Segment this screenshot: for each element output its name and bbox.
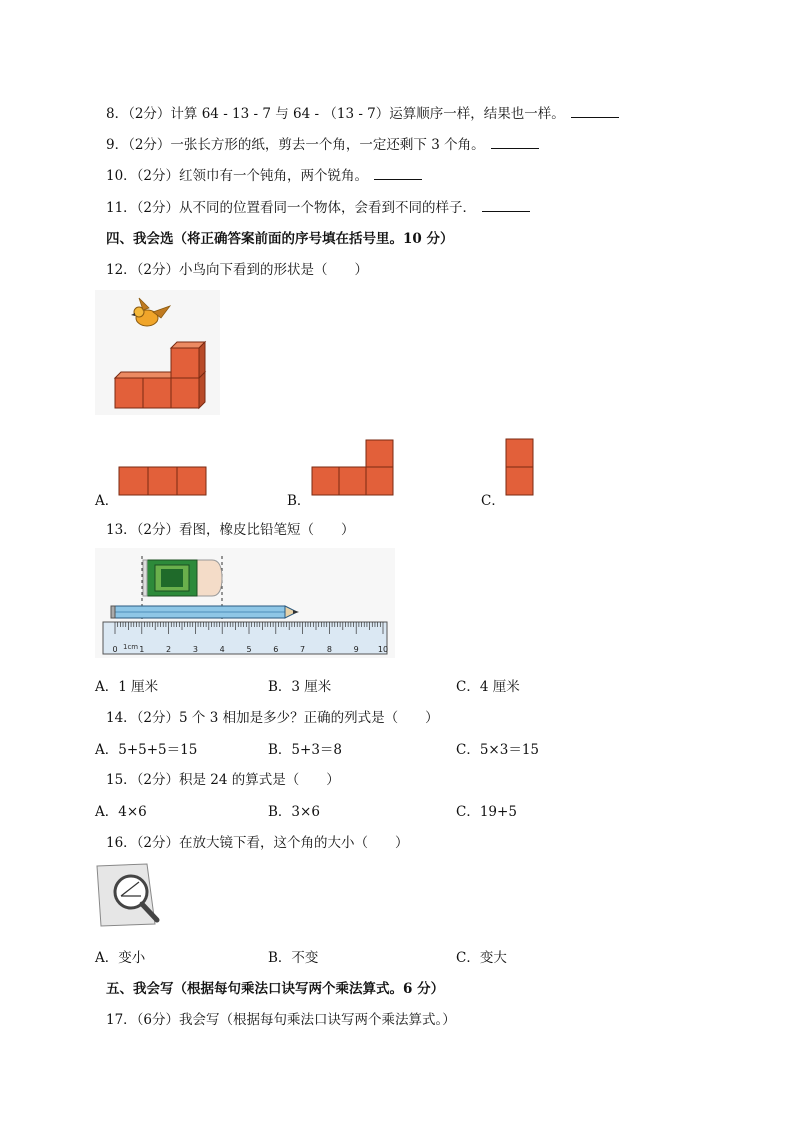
question-9-text: 9．（2分）一张长方形的纸，剪去一个角，一定还剩下 3 个角。 xyxy=(106,137,485,153)
magnifier-angle-figure xyxy=(95,862,163,928)
pencil-eraser-ruler-figure xyxy=(95,548,395,658)
q15-option-a[interactable]: A．4×6 xyxy=(95,804,147,820)
q12-option-a-label[interactable]: A． xyxy=(95,493,119,509)
ruler-tick-label: 10 xyxy=(377,645,389,654)
ruler-tick-label: 0 xyxy=(112,645,118,654)
ruler-tick-label: 9 xyxy=(353,645,359,654)
q13-option-b[interactable]: B．3 厘米 xyxy=(268,679,332,695)
ruler xyxy=(103,622,387,654)
q12-option-c-label[interactable]: C． xyxy=(481,493,505,509)
q13-option-c[interactable]: C．4 厘米 xyxy=(456,679,520,695)
question-14: 14．（2分）5 个 3 相加是多少？正确的列式是（ ） xyxy=(106,710,439,726)
question-8 xyxy=(106,102,619,122)
question-17: 17．（6分）我会写（根据每句乘法口诀写两个乘法算式。） xyxy=(106,1012,456,1028)
q15-option-c[interactable]: C．19+5 xyxy=(456,804,517,820)
q16-option-c[interactable]: C．变大 xyxy=(456,950,507,966)
pencil-icon xyxy=(111,606,299,618)
ruler-tick-label: 7 xyxy=(300,645,306,654)
ruler-tick-label: 2 xyxy=(166,645,172,654)
ruler-tick-label: 8 xyxy=(326,645,332,654)
question-16: 16．（2分）在放大镜下看，这个角的大小（ ） xyxy=(106,835,409,851)
answer-blank[interactable] xyxy=(571,105,619,118)
answer-blank[interactable] xyxy=(491,136,539,149)
q13-option-a[interactable]: A．1 厘米 xyxy=(95,679,159,695)
question-8-text: 8．（2分）计算 64 - 13 - 7 与 64 - （13 - 7）运算顺序一样，结果也一样。 xyxy=(106,106,565,122)
eraser-icon xyxy=(143,560,222,596)
ruler-tick-label: 3 xyxy=(192,645,198,654)
q12-option-b-shape[interactable] xyxy=(311,439,396,497)
q14-option-b[interactable]: B．5+3＝8 xyxy=(268,742,342,758)
question-10-text: 10．（2分）红领巾有一个钝角，两个锐角。 xyxy=(106,168,369,184)
question-12: 12．（2分）小鸟向下看到的形状是（ ） xyxy=(106,262,369,278)
ruler-tick-label: 4 xyxy=(219,645,225,654)
q12-option-a-shape[interactable] xyxy=(118,466,208,496)
answer-blank[interactable] xyxy=(374,167,422,180)
q15-option-b[interactable]: B．3×6 xyxy=(268,804,320,820)
q16-option-b[interactable]: B．不变 xyxy=(268,950,319,966)
ruler-tick-label: 6 xyxy=(273,645,279,654)
answer-blank[interactable] xyxy=(482,199,530,212)
section-4-heading: 四、我会选（将正确答案前面的序号填在括号里。10 分） xyxy=(106,231,454,247)
ruler-tick-label: 1 xyxy=(139,645,145,654)
q14-option-a[interactable]: A．5+5+5＝15 xyxy=(95,742,198,758)
ruler-tick-label: 5 xyxy=(246,645,252,654)
bird-cubes-figure xyxy=(95,290,220,415)
q12-option-b-label[interactable]: B． xyxy=(287,493,311,509)
section-5-heading: 五、我会写（根据每句乘法口诀写两个乘法算式。6 分） xyxy=(106,981,445,997)
question-9 xyxy=(106,133,539,153)
ruler-unit-label: 1cm xyxy=(123,643,139,651)
question-15: 15．（2分）积是 24 的算式是（ ） xyxy=(106,772,340,788)
question-11-text: 11．（2分）从不同的位置看同一个物体，会看到不同的样子． xyxy=(106,200,477,216)
question-10 xyxy=(106,164,422,184)
q14-option-c[interactable]: C．5×3＝15 xyxy=(456,742,539,758)
question-13: 13．（2分）看图，橡皮比铅笔短（ ） xyxy=(106,522,355,538)
q16-option-a[interactable]: A．变小 xyxy=(95,950,146,966)
question-11 xyxy=(106,196,530,216)
q12-option-c-shape[interactable] xyxy=(505,438,535,496)
